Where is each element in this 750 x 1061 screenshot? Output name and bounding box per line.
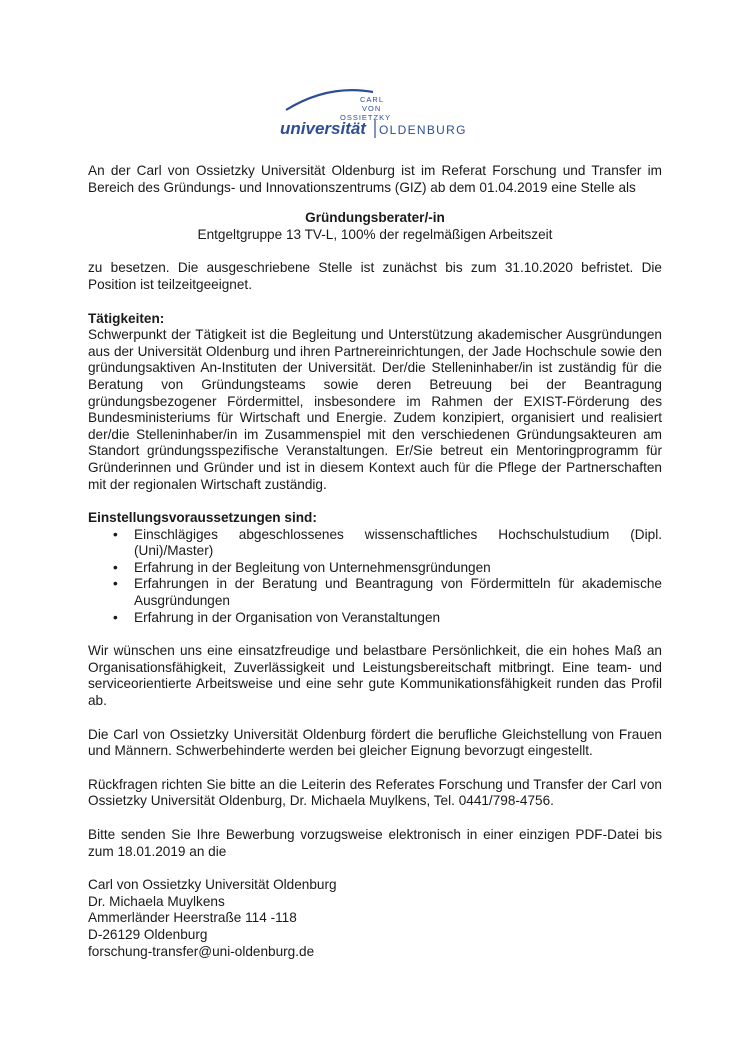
address-city: D-26129 Oldenburg <box>88 926 208 942</box>
address-street: Ammerländer Heerstraße 114 -118 <box>88 910 297 926</box>
list-item <box>88 527 662 560</box>
contact-address <box>88 877 662 960</box>
list-item <box>88 576 662 609</box>
logo-text-oldenburg: OLDENBURG <box>379 123 467 137</box>
tasks-paragraph: Schwerpunkt der Tätigkeit ist die Begleitung und Unterstützung akademischer Ausgründungen aus der Universität Oldenburg und ihren Partnereinrichtungen, der Jade Hochschule sowie den gründungsaktiven An-Instituten der Universität. Der/die Stelleninhaber/in ist zuständig für die Beratung von Gründungsteams sowie deren Betreuung bei der Beantragung gründungsbezogener Fördermittel, insbesondere im Rahmen der EXIST-Förderung des Bundesministeriums für Wirtschaft und Energie. Zudem konzipiert, organisiert und realisiert der/die Stelleninhaber/in im Zusammenspiel mit den verschiedenen Gründungsakteuren am Standort gründungsspezifische Veranstaltungen. Er/Sie betreut ein Mentoringprogramm für Gründerinnen und Gründer und ist in diesem Kontext auch für die Pflege der Partnerschaften mit der regionalen Wirtschaft zuständig. <box>88 327 662 492</box>
university-logo <box>278 82 478 142</box>
list-item-text: Einschlägiges abgeschlossenes wissenschaftliches Hochschulstudium (Dipl. (Uni)/Master) <box>134 526 662 559</box>
logo-text-von: VON <box>362 104 382 113</box>
intro-paragraph: An der Carl von Ossietzky Universität Oldenburg ist im Referat Forschung und Transfer im Bereich des Gründungs- und Innovationszentrums (GIZ) ab dem 01.04.2019 eine Stelle als <box>88 163 662 195</box>
list-item-text: Erfahrung in der Organisation von Veranstaltungen <box>134 609 441 625</box>
list-item-text: Erfahrung in der Begleitung von Unternehmensgründungen <box>134 559 491 575</box>
logo-text-ossietzky: OSSIETZKY <box>340 113 392 122</box>
requirements-list <box>88 527 662 627</box>
list-item <box>88 560 662 577</box>
logo-text-carl: CARL <box>360 95 385 104</box>
apply-paragraph: Bitte senden Sie Ihre Bewerbung vorzugsweise elektronisch in einer einzigen PDF-Datei bis zum 18.01.2019 an die <box>88 827 662 859</box>
wish-paragraph: Wir wünschen uns eine einsatzfreudige und belastbare Persönlichkeit, die ein hohes Maß an Organisationsfähigkeit, Zuverlässigkeit und Leistungsbereitschaft mitbringt. Eine team- und serviceorientierte Arbeitsweise und eine sehr gute Kommunikationsfähigkeit runden das Profil ab. <box>88 643 662 709</box>
position-subtitle: Entgeltgruppe 13 TV-L, 100% der regelmäßigen Arbeitszeit <box>197 226 553 242</box>
address-contact-name: Dr. Michaela Muylkens <box>88 893 225 909</box>
bullet-icon: • <box>113 609 118 625</box>
bullet-icon: • <box>113 576 118 592</box>
bullet-icon: • <box>113 526 118 542</box>
logo-graphic <box>278 82 478 142</box>
requirements-heading: Einstellungsvoraussetzungen sind: <box>88 510 317 526</box>
position-title: Gründungsberater/-in <box>305 210 445 226</box>
list-item <box>88 610 662 627</box>
logo-text-universitaet: universität <box>280 119 366 138</box>
address-organization: Carl von Ossietzky Universität Oldenburg <box>88 877 337 893</box>
address-email[interactable]: forschung-transfer@uni-oldenburg.de <box>88 943 315 959</box>
equality-paragraph: Die Carl von Ossietzky Universität Oldenburg fördert die berufliche Gleichstellung von Frauen und Männern. Schwerbehinderte werden bei gleicher Eignung bevorzugt eingestellt. <box>88 726 662 759</box>
questions-paragraph: Rückfragen richten Sie bitte an die Leiterin des Referates Forschung und Transfer der Carl von Ossietzky Universität Oldenburg, Dr. Michaela Muylkens, Tel. 0441/798-4756. <box>88 776 662 809</box>
tasks-heading: Tätigkeiten: <box>88 310 165 326</box>
position-title-block <box>88 210 662 243</box>
occupation-paragraph: zu besetzen. Die ausgeschriebene Stelle ist zunächst bis zum 31.10.2020 befristet. Die Position ist teilzeitgeeignet. <box>88 260 662 292</box>
job-posting <box>88 163 662 960</box>
bullet-icon: • <box>113 559 118 575</box>
list-item-text: Erfahrungen in der Beratung und Beantragung von Fördermitteln für akademische Ausgründungen <box>134 576 662 609</box>
